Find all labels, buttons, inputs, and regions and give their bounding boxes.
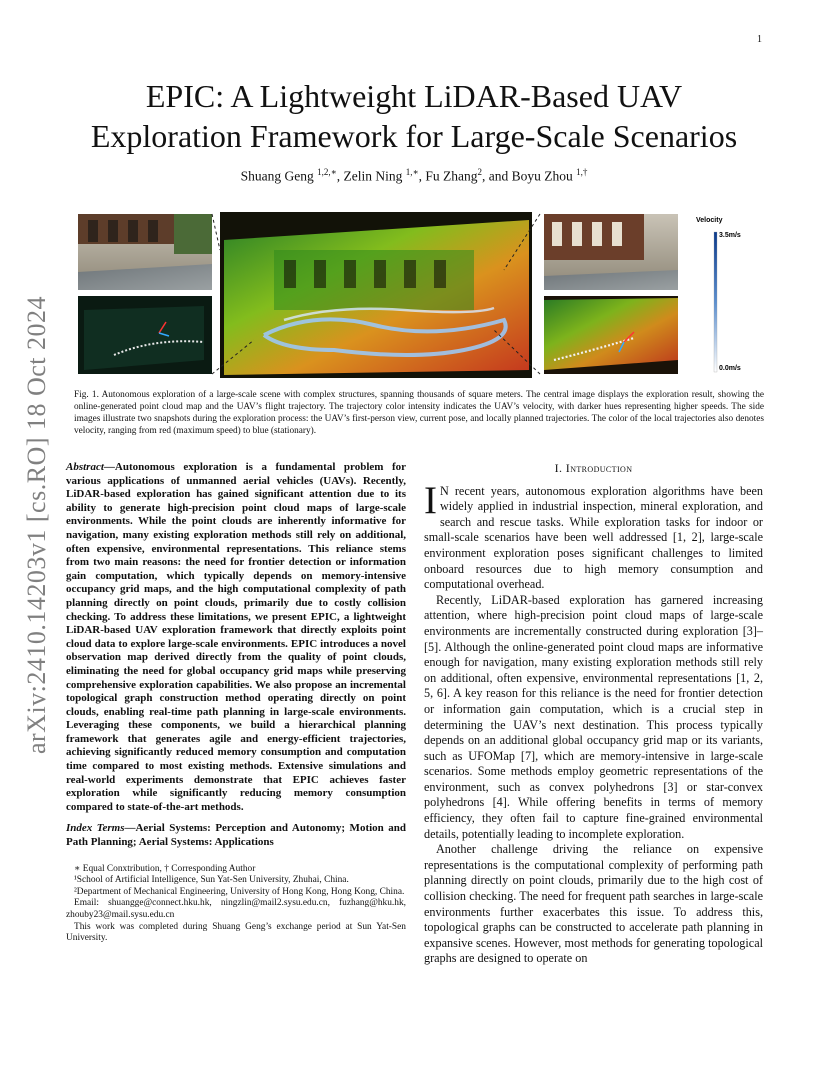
author-name: Fu Zhang [425, 168, 478, 184]
intro-dropcap: I [424, 478, 437, 522]
title-line-2: Exploration Framework for Large-Scale Scenarios [90, 118, 738, 154]
colorbar-title: Velocity [696, 217, 723, 224]
colorbar-min-label: 0.0m/s [719, 365, 741, 372]
footnote-exchange: This work was completed during Shuang Geng’s exchange period at Sun Yat-Sen University. [66, 921, 406, 944]
right-column [424, 461, 763, 967]
intro-paragraph-2: Recently, LiDAR-based exploration has garnered increasing attention, where high-precision point cloud maps of large-scale environments are incrementally constructed during exploration [3]–[5]. Although the online-generated point cloud maps are informative enough for navigation, many existing exploration methods still rely on additional, often expensive, environmental representations [1, 2, 5, 6]. A key reason for this reliance is the need for frontier detection or information gain computation, which is a crucial step in determining the UAV’s next destination. This process typically depends on an additional global occupancy grid map or its variants, such as UFOMap [7], which are memory-intensive in large-scale scenarios. Some methods employ geometric representations of the environment, such as convex polyhedrons [3] or star-convex polyhedrons [4]. While offering benefits in terms of memory efficiency, they often fail to capture fine-grained environmental details, potentially leading to incomplete exploration. [424, 592, 763, 841]
right-lidar-view [544, 296, 678, 374]
figure-1-image [74, 210, 754, 380]
footnote-emails: Email: shuangge@connect.hku.hk, ningzlin@mail2.sysu.edu.cn, fuzhang@hku.hk, zhouby23@mail.sysu.edu.cn [66, 898, 406, 920]
footnote-affiliation-2: ²Department of Mechanical Engineering, University of Hong Kong, Hong Kong, China. [74, 886, 405, 897]
title-line-1: EPIC: A Lightweight LiDAR-Based UAV [145, 78, 683, 114]
colorbar-max-label: 3.5m/s [719, 232, 741, 239]
author-name: Shuang Geng [240, 168, 314, 184]
footnote-contribution: ∗ Equal Conxtribution, † Corresponding Author [74, 863, 256, 874]
author-separator: , [336, 168, 344, 184]
index-terms [66, 822, 406, 849]
author-name: Boyu Zhou [511, 168, 573, 184]
arxiv-stamp-text: arXiv:2410.14203v1 [cs.RO] 18 Oct 2024 [22, 295, 51, 755]
left-column [66, 461, 406, 945]
author-affiliation: 1,2,∗ [317, 167, 337, 177]
footnote-affiliation-1: ¹School of Artificial Intelligence, Sun Yat-Sen University, Zhuhai, China. [74, 875, 349, 886]
abstract [66, 461, 406, 814]
author-separator: , [418, 168, 426, 184]
figure-caption: Fig. 1. Autonomous exploration of a large-scale scene with complex structures, spanning thousands of square meters. The central image displays the exploration result, showing the online-generated point cloud map and the UAV’s flight trajectory. The trajectory color intensity indicates the UAV’s velocity, with darker hues representing higher speeds. The side images illustrate two snapshots during the exploration process: the UAV’s first-person view, current pose, and locally planned trajectories. The color of the local trajectories also denotes velocity, ranging from red (maximum speed) to blue (stationary). [74, 390, 764, 436]
intro-paragraph-3: Another challenge driving the reliance on expensive representations is the computational complexity of performing path planning directly on point clouds, primarily due to the high cost of collision checking. The need for frequent path searches in large-scale environments further exacerbates this issue. To address this, topological graphs can be constructed to accelerate path planning in expansive scenes. However, most methods for generating topological graphs are designed to operate on [424, 842, 763, 966]
arxiv-stamp [22, 290, 52, 760]
footnotes [66, 864, 406, 945]
page-number: 1 [757, 34, 762, 45]
author-affiliation: 1,∗ [405, 167, 419, 177]
author-affiliation: 1,† [576, 167, 588, 177]
paper-title [60, 76, 768, 156]
left-fpv-image [78, 214, 212, 290]
abstract-label: Abstract [66, 461, 104, 473]
intro-paragraph-1 [424, 478, 763, 593]
figure-1 [74, 210, 754, 380]
central-pointcloud-image [220, 212, 532, 378]
section-heading: I. Introduction [554, 461, 633, 475]
abstract-text: —Autonomous exploration is a fundamental problem for various applications of unmanned aerial vehicles (UAVs). Recently, LiDAR-based exploration has gained significant attention due to its ability to generate high-precision point cloud maps of large-scale environments. While the point clouds are inherently informative for navigation, many existing exploration methods still rely on additional, often expensive, environmental representations. This reliance stems from two main reasons: the need for frontier detection or information gain computation, which typically depends on memory-intensive occupancy grid maps, and the high computational complexity of path planning directly on point clouds, primarily due to costly collision checking. To address these limitations, we present EPIC, a lightweight LiDAR-based UAV exploration framework that directly exploits point cloud data to explore large-scale environments. EPIC introduces a novel observation map derived directly from the quality of point clouds, eliminating the need for global occupancy grid maps while preserving comprehensive exploration capabilities. We also propose an incremental topological graph construction method operating directly on point clouds, enabling real-time path planning in large-scale environments. Leveraging these components, we build a hierarchical planning framework that generates agile and energy-efficient trajectories, achieving significantly reduced memory consumption and computation time compared to most existing methods. Extensive simulations and real-world experiments demonstrate that EPIC achieves faster exploration while significantly reducing memory consumption compared to state-of-the-art methods. [66, 461, 406, 813]
index-terms-label: Index Terms [66, 822, 125, 835]
index-terms-text: —Aerial Systems: Perception and Autonomy; Motion and Path Planning; Aerial Systems: Applications [66, 822, 406, 849]
left-lidar-view [78, 296, 212, 374]
author-name: Zelin Ning [343, 168, 403, 184]
right-fpv-image [544, 214, 678, 290]
intro-paragraph-1-text: N recent years, autonomous exploration algorithms have been widely applied in industrial inspection, mineral exploration, and search and rescue tasks. While exploration tasks for indoor or small-scale scenarios have been well addressed [1, 2], large-scale environment exploration poses significant challenges to limited onboard resources due to high memory consumption and computational overhead. [424, 483, 763, 592]
author-list [60, 167, 768, 185]
velocity-colorbar [696, 217, 741, 372]
author-separator: , and [481, 168, 512, 184]
author-affiliation: 2 [477, 167, 482, 177]
